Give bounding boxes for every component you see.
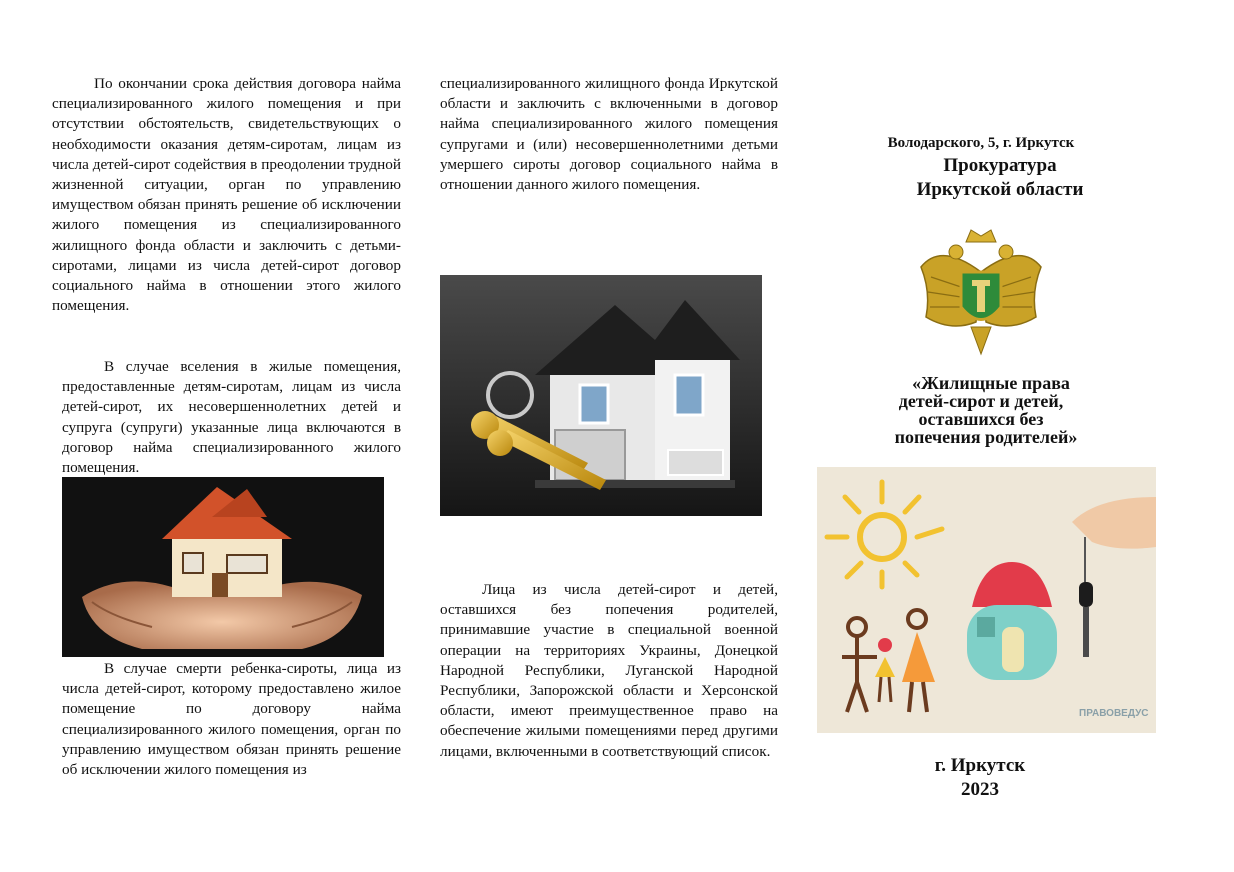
house-in-hands-image xyxy=(62,477,384,657)
org-name-line-1: Прокуратура xyxy=(943,155,1057,176)
brochure-title-line-3: оставшихся без xyxy=(918,409,1044,429)
col1-paragraph-1: По окончании срока действия договора найма специализированного жилого помещения и при отсутствии обстоятельств, свидетельствующих о необходимости оказания детям-сиротам, лицам из числа детей-сирот содействия в преодолении трудной жизненной ситуации, орган по управлению имуществом обязан принять решение об исключении жилого помещения из специализированного жилищного фонда области и заключить с детьми-сиротами, лицами из числа детей-сирот договор социального найма в отношении этого жилого помещения. xyxy=(52,75,401,315)
family-plasticine-drawing-image xyxy=(817,467,1156,733)
house-with-keys-image xyxy=(440,275,762,516)
brochure-title-line-1: «Жилищные права xyxy=(912,373,1070,393)
col1-paragraph-3: В случае смерти ребенка-сироты, лица из числа детей-сирот, которому предоставлено жилое помещение по договору найма специализированного жилого помещения, орган по управлению имуществом обязан принять решение об исключении жилого помещения из xyxy=(62,660,401,779)
org-name-line-2: Иркутской области xyxy=(916,179,1084,200)
col1-paragraph-2: В случае вселения в жилые помещения, предоставленные детям-сиротам, лицам из числа детей-сирот, их несовершеннолетних детей и супруга (супруги) указанные лица включаются в договор найма специализированного жилого помещения. xyxy=(62,358,401,477)
year: 2023 xyxy=(961,779,999,800)
prosecutor-emblem-icon xyxy=(916,222,1046,360)
col2-paragraph-1: специализированного жилищного фонда Иркутской области и заключить с включенными в договор найма специализированного жилого помещения супругами и (или) несовершеннолетними детьми умершего сироты договор социального найма в отношении данного жилого помещения. xyxy=(440,75,778,194)
brochure-title-line-4: попечения родителей» xyxy=(894,427,1078,447)
brochure-title-line-2: детей-сирот и детей, xyxy=(898,391,1064,411)
col2-paragraph-2: Лица из числа детей-сирот и детей, оставшихся без попечения родителей, принимавшие участие в специальной военной операции на территориях Украины, Донецкой Народной Республики, Луганской Народной Республики, Запорожской области и Херсонской области, имеют преимущественное право на обеспечение жилыми помещениями перед другими лицами, включенными в соответствующий список. xyxy=(440,581,778,760)
watermark-text: ПРАВОВЕДУС xyxy=(1079,708,1149,719)
city: г. Иркутск xyxy=(934,755,1026,776)
address: Володарского, 5, г. Иркутск xyxy=(887,135,1075,151)
